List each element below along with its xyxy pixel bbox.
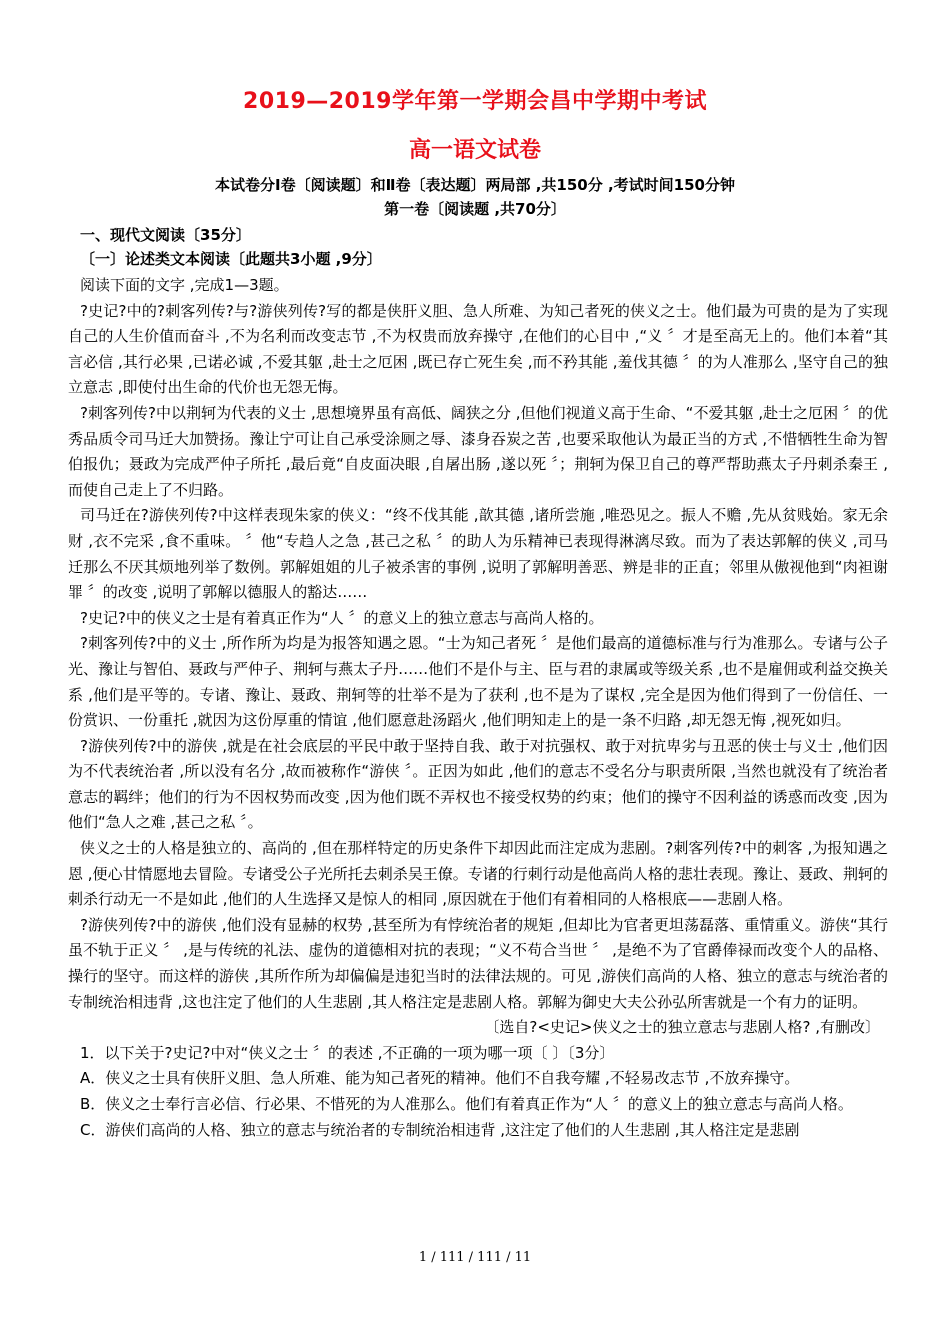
question-option-a: A．侠义之士具有侠肝义胆、急人所难、能为知己者死的精神。他们不自我夸耀 ,不轻易改志节 ,不放弃操守。	[80, 1069, 800, 1088]
reading-passage	[68, 273, 888, 1143]
exam-title: 2019—2019学年第一学期会昌中学期中考试	[243, 89, 707, 114]
question-option-b: B．侠义之士奉行言必信、行必果、不惜死的为人准那么。他们有着真正作为“人 〞的意义上的独立意志与高尚人格。	[80, 1095, 853, 1113]
passage-paragraph: ?刺客列传?中以荆轲为代表的义士 ,思想境界虽有高低、阔狭之分 ,但他们视道义高于生命、“不爱其躯 ,赴士之厄困 〞的优秀品质令司马迁大加赞扬。豫让宁可让自己承受涂厕之辱、漆身吞炭之苦 ,也要采取他认为最正当的方式 ,不惜牺牲生命为智伯报仇；聂政为完成严仲子所托 ,最后竟“自皮面决眼 ,自屠出肠 ,遂以死 〞；荆轲为保卫自己的尊严帮助燕太子丹刺杀秦王 ,而使自己走上了不归路。	[68, 403, 888, 499]
section-heading: 一、现代文阅读〔35分〕	[80, 226, 251, 244]
question-stem: 1．以下关于?史记?中对“侠义之士 〞的表述 ,不正确的一项为哪一项〔 〕〔3分〕	[80, 1043, 615, 1062]
passage-paragraph: ?史记?中的侠义之士是有着真正作为“人 〞的意义上的独立意志与高尚人格的。	[80, 608, 604, 627]
passage-paragraph: 阅读下面的文字 ,完成1—3题。	[80, 276, 289, 294]
passage-source: 〔选自?<史记>侠义之士的独立意志与悲剧人格? ,有删改〕	[484, 1018, 880, 1037]
question-option-c: C．游侠们高尚的人格、独立的意志与统治者的专制统治相违背 ,这注定了他们的人生悲剧 ,其人格注定是悲剧	[80, 1120, 800, 1139]
passage-paragraph: ?史记?中的?刺客列传?与?游侠列传?写的都是侠肝义胆、急人所难、为知己者死的侠义之士。他们最为可贵的是为了实现自己的人生价值而奋斗 ,不为名利而改变志节 ,不为权贵而放弃操守 ,在他们的心目中 ,“义 〞才是至高无上的。他们本着“其言必信 ,其行必果 ,已诺必诚 ,不爱其躯 ,赴士之厄困 ,既已存亡死生矣 ,而不矜其能 ,羞伐其德 〞的为人准那么 ,坚守自己的独立意志 ,即使付出生命的代价也无怨无悔。	[68, 301, 888, 397]
exam-instructions: 本试卷分Ⅰ卷〔阅读题〕和Ⅱ卷〔表达题〕两局部 ,共150分 ,考试时间150分钟	[215, 176, 735, 194]
subsection-heading: 〔一〕论述类文本阅读〔此题共3小题 ,9分〕	[80, 250, 382, 268]
page-number: 1 / 111 / 111 / 11	[418, 1250, 532, 1265]
passage-paragraph: ?游侠列传?中的游侠 ,他们没有显赫的权势 ,甚至所为有悖统治者的规矩 ,但却比为官者更坦荡磊落、重情重义。游侠“其行虽不轨于正义 〞 ,是与传统的礼法、虚伪的道德相对抗的表现；“义不苟合当世 〞 ,是绝不为了官爵俸禄而改变个人的品格、操行的坚守。而这样的游侠 ,其所作所为却偏偏是违犯当时的法律法规的。可见 ,游侠们高尚的人格、独立的意志与统治者的专制统治相违背 ,这也注定了他们的人生悲剧 ,其人格注定是悲剧人格。郭解为御史大夫公孙弘所害就是一个有力的证明。	[68, 915, 888, 1011]
passage-paragraph: ?刺客列传?中的义士 ,所作所为均是为报答知遇之恩。“士为知己者死 〞是他们最高的道德标准与行为准那么。专诸与公子光、豫让与智伯、聂政与严仲子、荆轲与燕太子丹……他们不是仆与主、臣与君的隶属或等级关系 ,也不是雇佣或利益交换关系 ,他们是平等的。专诸、豫让、聂政、荆轲等的壮举不是为了获利 ,也不是为了谋权 ,完全是因为他们得到了一份信任、一份赏识、一份重托 ,就因为这份厚重的情谊 ,他们愿意赴汤蹈火 ,他们明知走上的是一条不归路 ,却无怨无悔 ,视死如归。	[68, 634, 888, 730]
passage-paragraph: 侠义之士的人格是独立的、高尚的 ,但在那样特定的历史条件下却因此而注定成为悲剧。?刺客列传?中的刺客 ,为报知遇之恩 ,便心甘情愿地去冒险。专诸受公子光所托去刺杀吴王僚。专诸的行刺行动是他高尚人格的悲壮表现。豫让、聂政、荆轲的刺杀行动无一不是如此 ,他们的人生选择又是惊人的相同 ,原因就在于他们有着相同的人格根底——悲剧人格。	[68, 839, 888, 909]
passage-paragraph: ?游侠列传?中的游侠 ,就是在社会底层的平民中敢于坚持自我、敢于对抗强权、敢于对抗卑劣与丑恶的侠士与义士 ,他们因为不代表统治者 ,所以没有名分 ,故而被称作“游侠 〞。正因为如此 ,他们的意志不受名分与职责所限 ,当然也就没有了统治者意志的羁绊；他们的行为不因权势而改变 ,因为他们既不弄权也不接受权势的约束；他们的操守不因利益的诱惑而改变 ,因为他们“急人之难 ,甚己之私 〞。	[68, 736, 888, 832]
passage-paragraph: 司马迁在?游侠列传?中这样表现朱家的侠义：“终不伐其能 ,歆其德 ,诸所尝施 ,唯恐见之。振人不赡 ,先从贫贱始。家无余财 ,衣不完采 ,食不重味。 〞他“专趋人之急 ,甚己之私 〞的助人为乐精神已表现得淋漓尽致。而为了表达郭解的侠义 ,司马迁那么不厌其烦地列举了数例。郭解姐姐的儿子被杀害的事例 ,说明了郭解明善恶、辨是非的正直；邻里从傲视他到“肉袒谢罪 〞的改变 ,说明了郭解以德服人的豁达……	[68, 506, 888, 602]
exam-subtitle: 高一语文试卷	[408, 138, 541, 163]
volume-heading: 第一卷〔阅读题 ,共70分〕	[384, 200, 566, 218]
